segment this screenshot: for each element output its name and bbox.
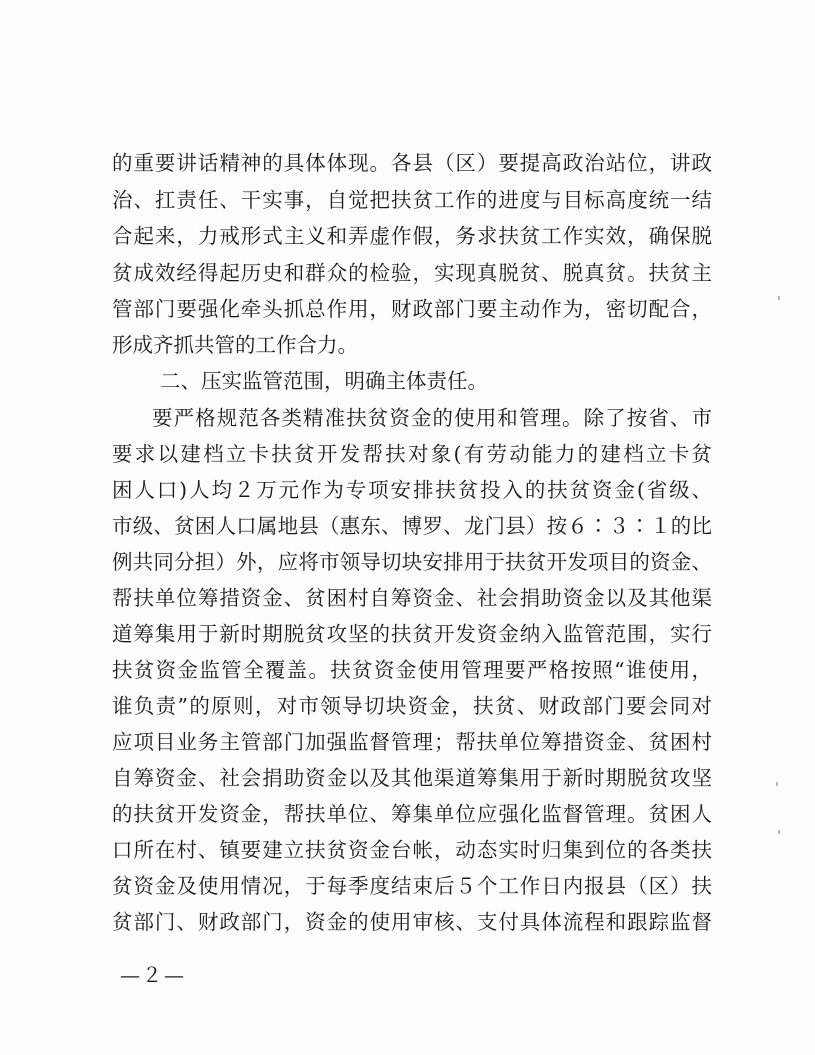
scan-speck [778, 296, 780, 300]
body-line-11: 市级、贫困人口属地县（惠东、博罗、龙门县）按６∶３∶１的比 [112, 514, 712, 538]
section-heading: 二、压实监管范围，明确主体责任。 [160, 369, 488, 393]
body-line-13: 帮扶单位筹措资金、贫困村自筹资金、社会捐助资金以及其他渠 [112, 586, 712, 610]
body-line-6: 形成齐抓共管的工作合力。 [112, 333, 358, 357]
body-line-8: 要严格规范各类精准扶贫资金的使用和管理。除了按省、市 [152, 406, 712, 430]
body-line-22: 贫部门、财政部门，资金的使用审核、支付具体流程和跟踪监督 [112, 910, 712, 934]
scan-speck [778, 830, 780, 834]
body-line-9: 要求以建档立卡扶贫开发帮扶对象(有劳动能力的建档立卡贫 [112, 442, 712, 466]
body-line-14: 道筹集用于新时期脱贫攻坚的扶贫开发资金纳入监管范围，实行 [112, 622, 712, 646]
body-line-21: 贫资金及使用情况，于每季度结束后５个工作日内报县（区）扶 [112, 874, 712, 898]
body-line-18: 自筹资金、社会捐助资金以及其他渠道筹集用于新时期脱贫攻坚 [112, 766, 712, 790]
body-line-20: 口所在村、镇要建立扶贫资金台帐，动态实时归集到位的各类扶 [112, 838, 712, 862]
body-line-3: 合起来，力戒形式主义和弄虚作假，务求扶贫工作实效，确保脱 [112, 224, 712, 248]
body-line-10: 困人口)人均２万元作为专项安排扶贫投入的扶贫资金(省级、 [112, 478, 712, 502]
body-line-17: 应项目业务主管部门加强监督管理；帮扶单位筹措资金、贫困村 [112, 730, 712, 754]
body-line-16: 谁负责”的原则，对市领导切块资金，扶贫、财政部门要会同对 [112, 694, 712, 718]
scan-speck [776, 782, 778, 786]
body-line-19: 的扶贫开发资金，帮扶单位、筹集单位应强化监督管理。贫困人 [112, 802, 712, 826]
page-number: —２— [120, 963, 186, 987]
body-line-12: 例共同分担）外，应将市领导切块安排用于扶贫开发项目的资金、 [112, 550, 712, 574]
body-line-15: 扶贫资金监管全覆盖。扶贫资金使用管理要严格按照“谁使用， [112, 658, 712, 682]
body-line-2: 治、扛责任、干实事，自觉把扶贫工作的进度与目标高度统一结 [112, 188, 712, 212]
body-line-4: 贫成效经得起历史和群众的检验，实现真脱贫、脱真贫。扶贫主 [112, 261, 712, 285]
body-line-5: 管部门要强化牵头抓总作用，财政部门要主动作为，密切配合， [112, 297, 712, 321]
body-line-1: 的重要讲话精神的具体体现。各县（区）要提高政治站位，讲政 [112, 151, 712, 175]
